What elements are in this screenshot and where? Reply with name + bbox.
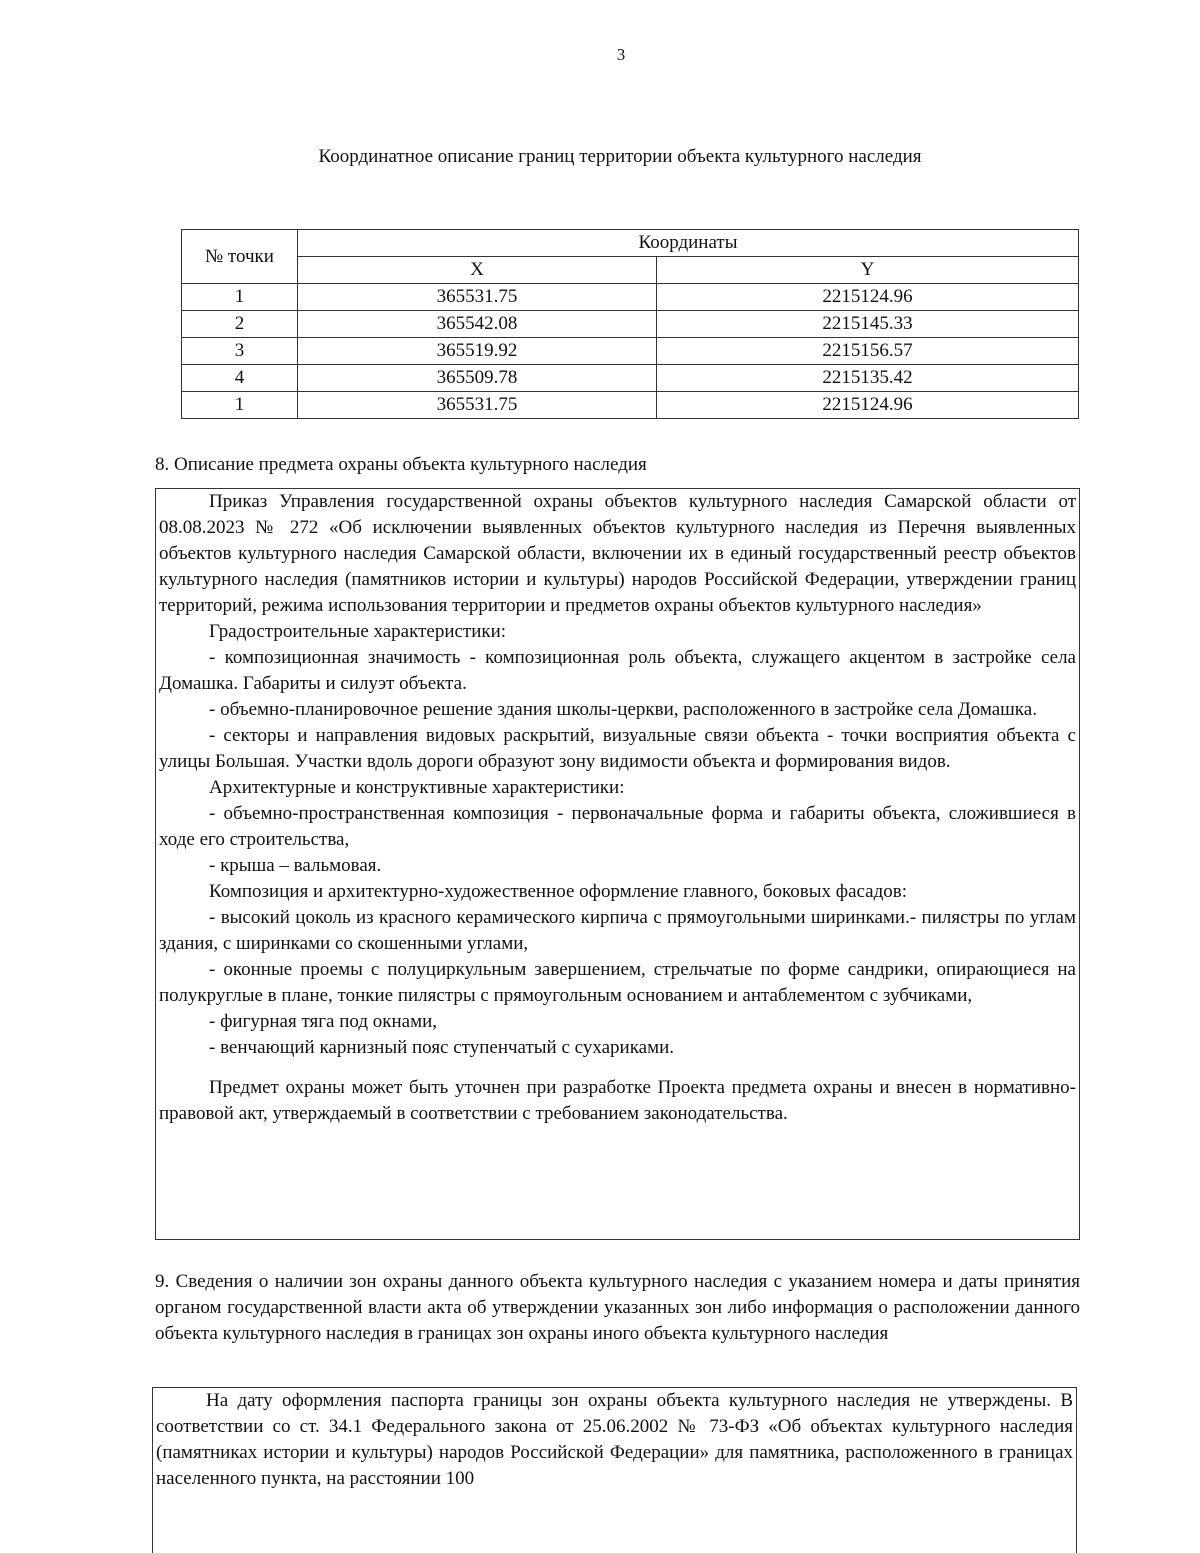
table-row [182, 284, 1079, 311]
x-cell: 365519.92 [298, 338, 657, 365]
header-point-number: № точки [182, 230, 298, 284]
table-row [182, 392, 1079, 419]
paragraph: - объемно-планировочное решение здания школы-церкви, расположенного в застройке села Домашка. [209, 699, 1037, 720]
section-8-heading: 8. Описание предмета охраны объекта культурного наследия [155, 454, 647, 475]
y-cell: 2215156.57 [657, 338, 1079, 365]
closing-paragraph: Предмет охраны может быть уточнен при разработке Проекта предмета охраны и внесен в нормативно-правовой акт, утверждаемый в соответствии с требованием законодательства. [159, 1077, 1076, 1124]
table-row [182, 311, 1079, 338]
x-cell: 365509.78 [298, 365, 657, 392]
point-cell: 1 [182, 284, 298, 311]
section-9-box [152, 1387, 1077, 1553]
page-number: 3 [616, 45, 626, 64]
x-cell: 365531.75 [298, 392, 657, 419]
paragraph: - фигурная тяга под окнами, [209, 1011, 438, 1032]
point-cell: 4 [182, 365, 298, 392]
paragraph: - крыша – вальмовая. [209, 855, 382, 876]
y-cell: 2215124.96 [657, 392, 1079, 419]
paragraph: - высокий цоколь из красного керамического кирпича с прямоугольными ширинками.- пилястры по углам здания, с ширинками со скошенными углами, [159, 907, 1076, 954]
header-y: Y [657, 257, 1079, 284]
paragraph: - секторы и направления видовых раскрытий, визуальные связи объекта - точки восприятия объекта с улицы Большая. Участки вдоль дороги образуют зону видимости объекта и формирования видов. [159, 725, 1076, 772]
y-cell: 2215145.33 [657, 311, 1079, 338]
point-cell: 2 [182, 311, 298, 338]
y-cell: 2215124.96 [657, 284, 1079, 311]
paragraph: На дату оформления паспорта границы зон охраны объекта культурного наследия не утверждены. В соответствии со ст. 34.1 Федерального закона от 25.06.2002 № 73-ФЗ «Об объектах культурного наследия (памятниках истории и культуры) народов Российской Федерации» для памятника, расположенного в границах населенного пункта, на расстоянии 100 [156, 1390, 1073, 1489]
point-cell: 3 [182, 338, 298, 365]
section-8-box [155, 488, 1080, 1240]
section-9-heading: 9. Сведения о наличии зон охраны данного объекта культурного наследия с указанием номера и даты принятия органом государственной власти акта об утверждении указанных зон либо информация о расположении данного объекта культурного наследия в границах зон охраны иного объекта культурного наследия [155, 1271, 1080, 1344]
x-cell: 365531.75 [298, 284, 657, 311]
paragraph: Архитектурные и конструктивные характеристики: [209, 777, 625, 798]
paragraph: - оконные проемы с полуциркульным завершением, стрельчатые по форме сандрики, опирающиеся на полукруглые в плане, тонкие пилястры с прямоугольным основанием и антаблементом с зубчиками, [159, 959, 1076, 1006]
table-row [182, 338, 1079, 365]
y-cell: 2215135.42 [657, 365, 1079, 392]
paragraph: - объемно-пространственная композиция - первоначальные форма и габариты объекта, сложившиеся в ходе его строительства, [159, 803, 1076, 850]
coordinates-title: Координатное описание границ территории объекта культурного наследия [318, 146, 922, 167]
coordinates-table [181, 229, 1079, 419]
point-cell: 1 [182, 392, 298, 419]
paragraph: - венчающий карнизный пояс ступенчатый с сухариками. [209, 1037, 675, 1058]
paragraph: Градостроительные характеристики: [209, 621, 507, 642]
paragraph: - композиционная значимость - композиционная роль объекта, служащего акцентом в застройке села Домашка. Габариты и силуэт объекта. [159, 647, 1076, 694]
x-cell: 365542.08 [298, 311, 657, 338]
paragraph: Приказ Управления государственной охраны объектов культурного наследия Самарской области от 08.08.2023 № 272 «Об исключении выявленных объектов культурного наследия из Перечня выявленных объектов культурного наследия Самарской области, включении их в единый государственный реестр объектов культурного наследия (памятников истории и культуры) народов Российской Федерации, утверждении границ территорий, режима использования территории и предметов охраны объектов культурного наследия» [159, 491, 1076, 616]
header-coordinates: Координаты [298, 230, 1079, 257]
paragraph: Композиция и архитектурно-художественное оформление главного, боковых фасадов: [209, 881, 908, 902]
table-row [182, 365, 1079, 392]
header-x: X [298, 257, 657, 284]
